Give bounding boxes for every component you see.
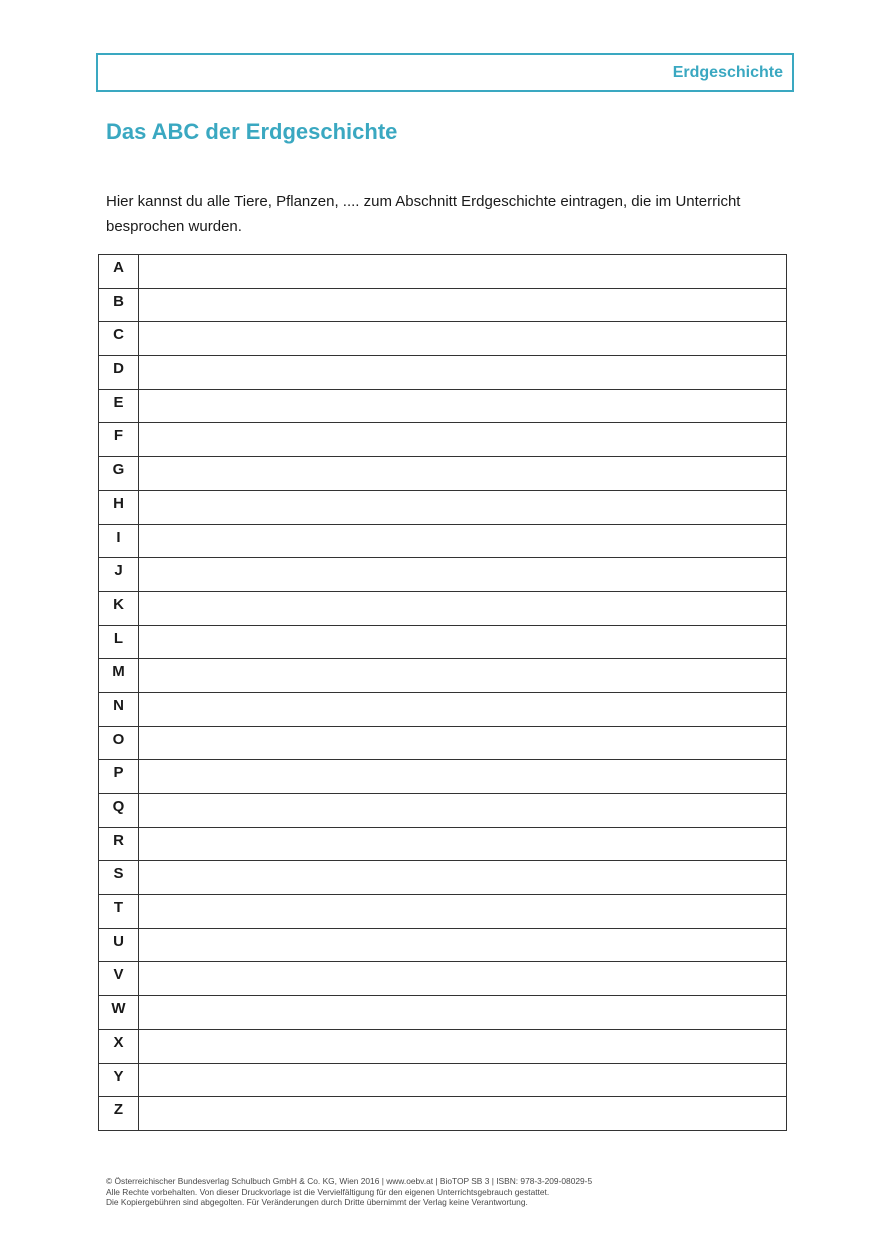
row-letter: U <box>99 928 139 962</box>
row-letter: Y <box>99 1063 139 1097</box>
table-row <box>99 895 787 929</box>
row-letter: Q <box>99 794 139 828</box>
row-letter: D <box>99 356 139 390</box>
table-row <box>99 389 787 423</box>
row-letter: S <box>99 861 139 895</box>
row-entry-field[interactable] <box>139 861 787 895</box>
footer-disclaimer: Die Kopiergebühren sind abgegolten. Für Veränderungen durch Dritte übernimmt der Verlag keine Verantwortung. <box>106 1197 528 1207</box>
header-label: Erdgeschichte <box>672 64 783 81</box>
row-letter: V <box>99 962 139 996</box>
row-letter: O <box>99 726 139 760</box>
row-entry-field[interactable] <box>139 558 787 592</box>
row-entry-field[interactable] <box>139 389 787 423</box>
page-title: Das ABC der Erdgeschichte <box>106 119 398 144</box>
footer-rights: Alle Rechte vorbehalten. Von dieser Druckvorlage ist die Vervielfältigung für den eigenen Unterrichtsgebrauch gestattet. <box>106 1186 550 1197</box>
table-row <box>99 996 787 1030</box>
table-row <box>99 1063 787 1097</box>
row-letter: L <box>99 625 139 659</box>
table-row <box>99 288 787 322</box>
table-row <box>99 861 787 895</box>
row-entry-field[interactable] <box>139 625 787 659</box>
table-row <box>99 524 787 558</box>
row-entry-field[interactable] <box>139 322 787 356</box>
table-row <box>99 457 787 491</box>
row-entry-field[interactable] <box>139 255 787 289</box>
row-entry-field[interactable] <box>139 423 787 457</box>
table-row <box>99 558 787 592</box>
row-entry-field[interactable] <box>139 996 787 1030</box>
table-row <box>99 423 787 457</box>
row-entry-field[interactable] <box>139 288 787 322</box>
table-row <box>99 659 787 693</box>
table-row <box>99 692 787 726</box>
row-letter: R <box>99 827 139 861</box>
row-entry-field[interactable] <box>139 524 787 558</box>
table-row <box>99 356 787 390</box>
row-entry-field[interactable] <box>139 356 787 390</box>
row-letter: N <box>99 692 139 726</box>
footer <box>106 1176 592 1208</box>
row-entry-field[interactable] <box>139 659 787 693</box>
row-letter: G <box>99 457 139 491</box>
row-entry-field[interactable] <box>139 1029 787 1063</box>
table-row <box>99 255 787 289</box>
row-entry-field[interactable] <box>139 895 787 929</box>
table-row <box>99 827 787 861</box>
row-entry-field[interactable] <box>139 490 787 524</box>
row-entry-field[interactable] <box>139 692 787 726</box>
table-row <box>99 794 787 828</box>
table-row <box>99 591 787 625</box>
row-entry-field[interactable] <box>139 928 787 962</box>
row-letter: C <box>99 322 139 356</box>
row-letter: F <box>99 423 139 457</box>
table-row <box>99 1097 787 1131</box>
row-letter: T <box>99 895 139 929</box>
row-letter: A <box>99 255 139 289</box>
row-entry-field[interactable] <box>139 457 787 491</box>
row-letter: H <box>99 490 139 524</box>
row-entry-field[interactable] <box>139 760 787 794</box>
row-letter: B <box>99 288 139 322</box>
header-box <box>96 53 794 92</box>
table-row <box>99 1029 787 1063</box>
row-letter: X <box>99 1029 139 1063</box>
row-entry-field[interactable] <box>139 827 787 861</box>
table-row <box>99 625 787 659</box>
row-entry-field[interactable] <box>139 794 787 828</box>
abc-table <box>98 254 787 1131</box>
row-entry-field[interactable] <box>139 726 787 760</box>
row-letter: E <box>99 389 139 423</box>
table-row <box>99 726 787 760</box>
footer-copyright: © Österreichischer Bundesverlag Schulbuch GmbH & Co. KG, Wien 2016 | www.oebv.at | BioTOP SB 3 | ISBN: 978-3-209-08029-5 <box>106 1176 593 1186</box>
row-letter: J <box>99 558 139 592</box>
table-row <box>99 490 787 524</box>
table-row <box>99 962 787 996</box>
row-letter: Z <box>99 1097 139 1131</box>
row-letter: K <box>99 591 139 625</box>
row-letter: M <box>99 659 139 693</box>
row-letter: W <box>99 996 139 1030</box>
row-entry-field[interactable] <box>139 591 787 625</box>
abc-table-body <box>99 255 787 1131</box>
table-row <box>99 760 787 794</box>
row-letter: P <box>99 760 139 794</box>
intro-text: Hier kannst du alle Tiere, Pflanzen, .... zum Abschnitt Erdgeschichte eintragen, die im Unterricht besprochen wurden. <box>106 193 741 235</box>
table-row <box>99 928 787 962</box>
row-entry-field[interactable] <box>139 962 787 996</box>
table-row <box>99 322 787 356</box>
row-entry-field[interactable] <box>139 1097 787 1131</box>
row-letter: I <box>99 524 139 558</box>
row-entry-field[interactable] <box>139 1063 787 1097</box>
